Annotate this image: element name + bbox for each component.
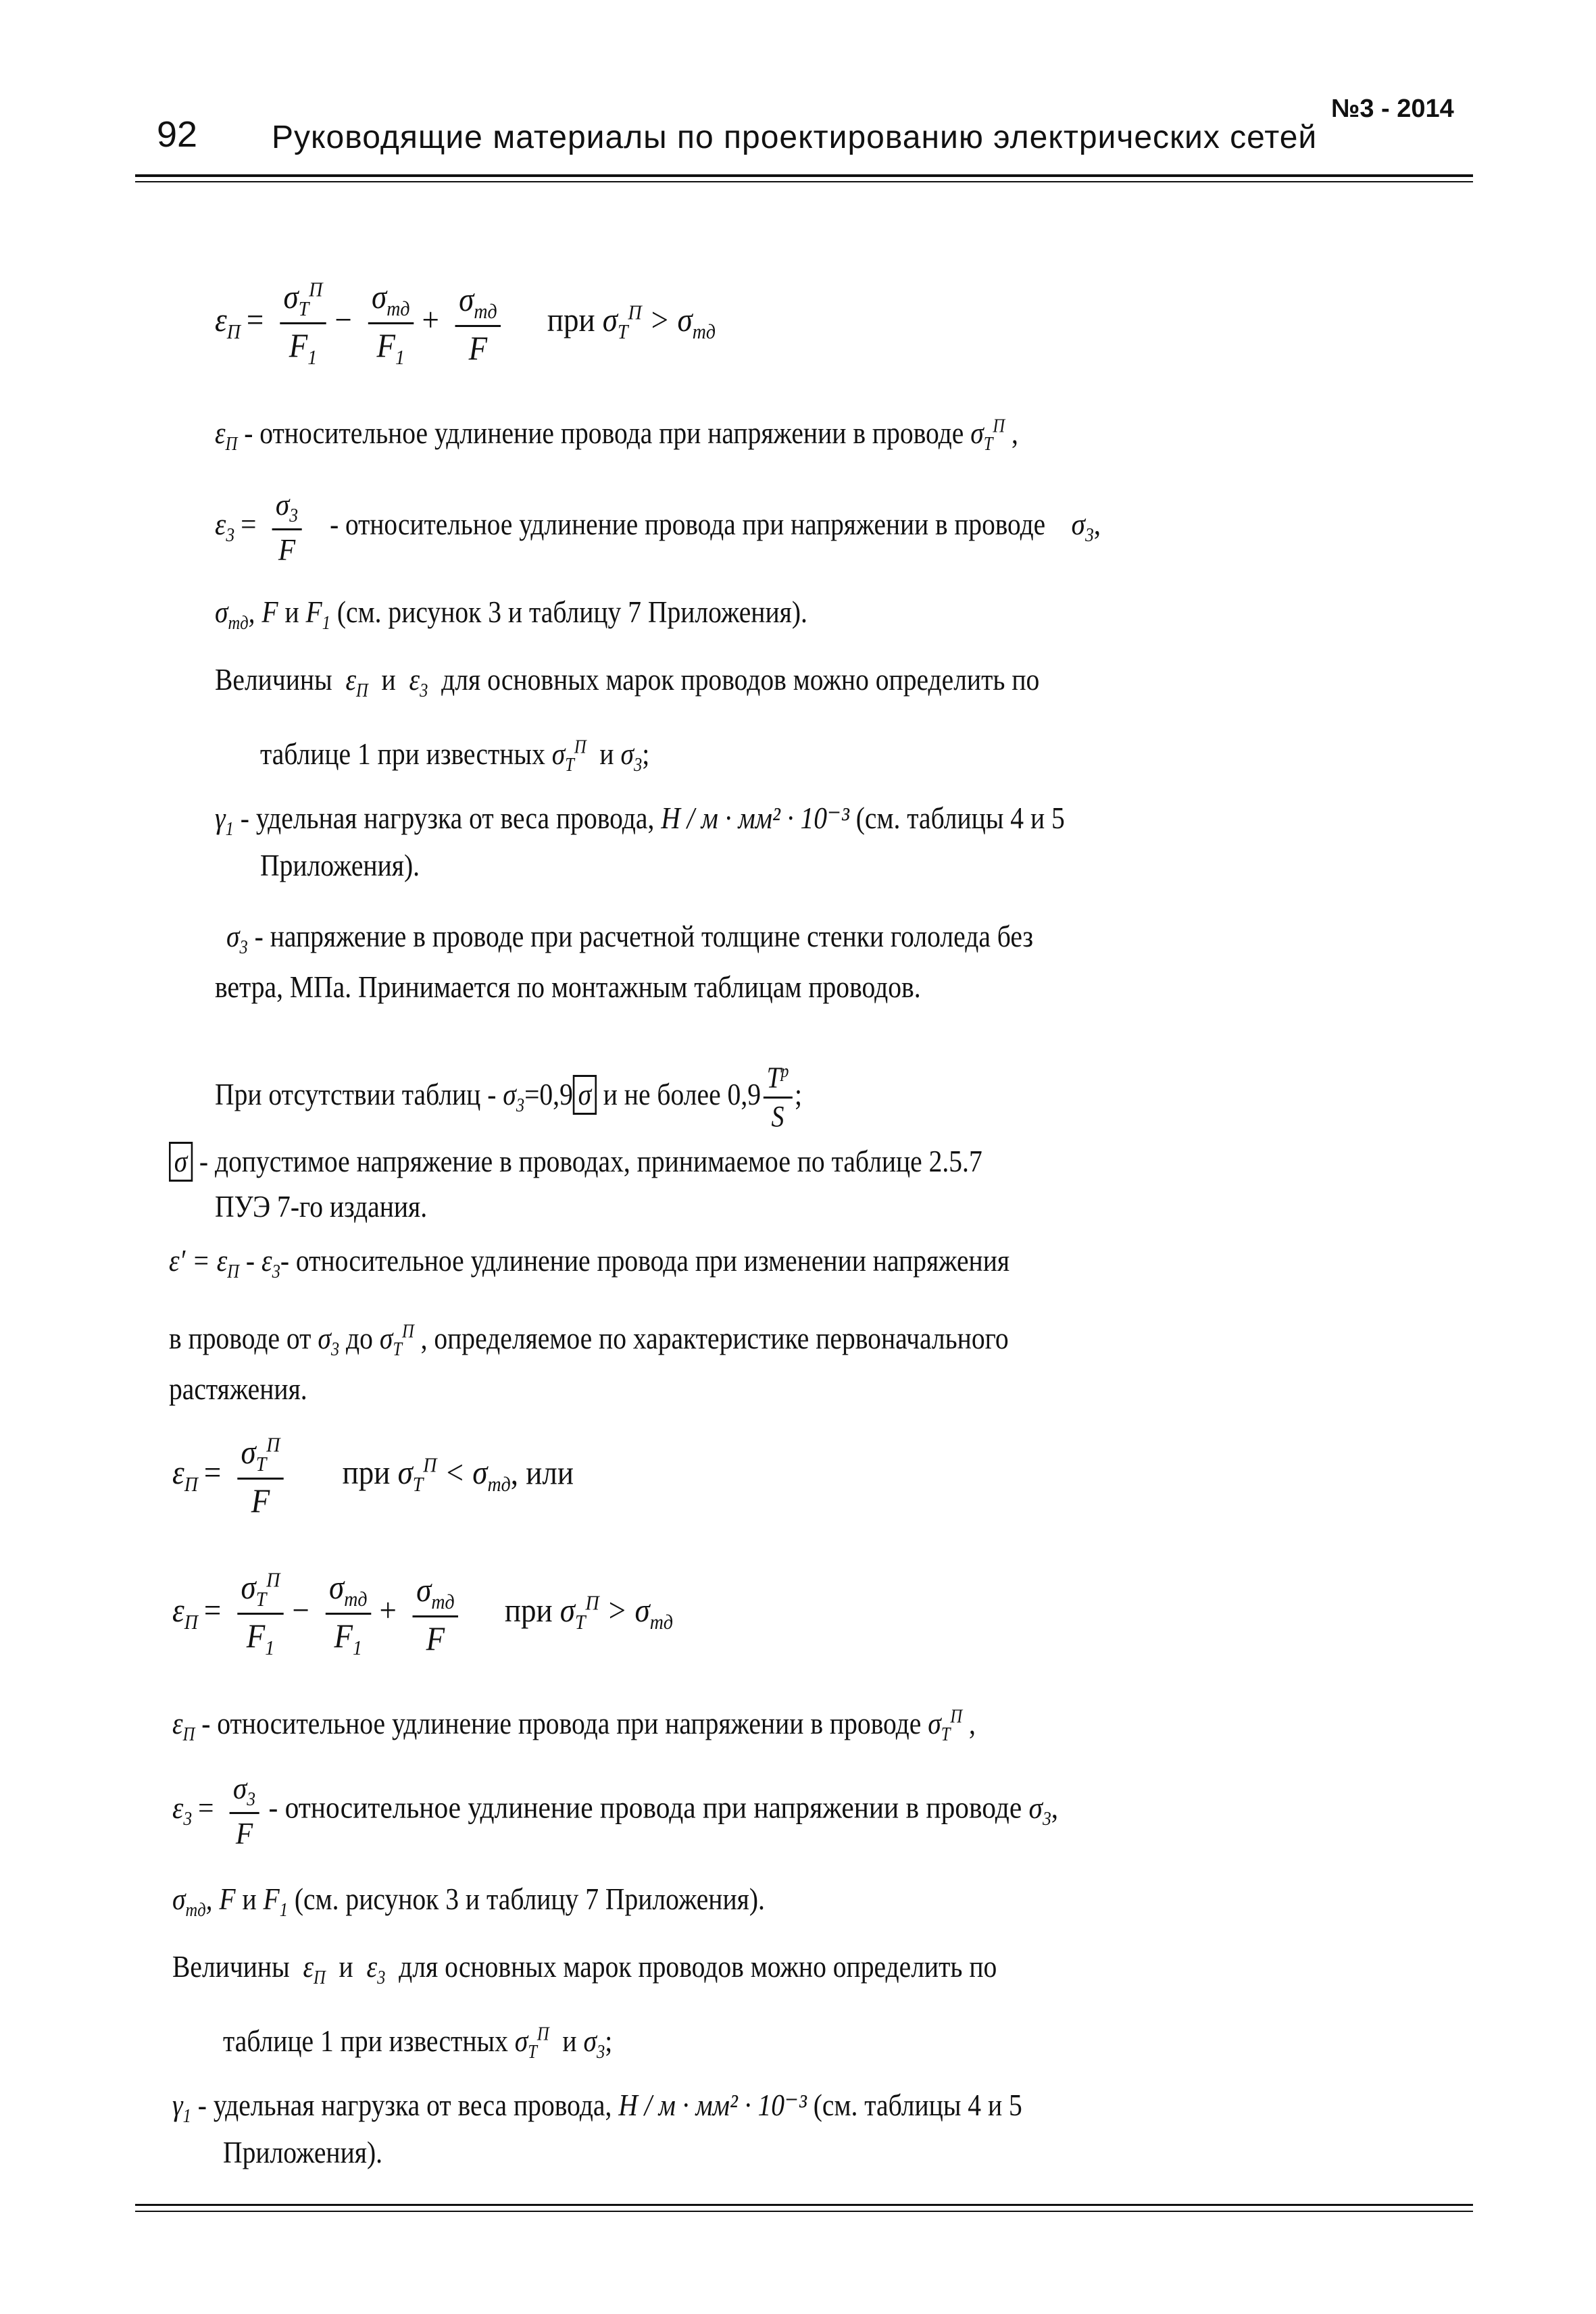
text-values-line1: Величины $\varepsilon_П$ и $\varepsilon_3$ для основных марок проводов можно определить по: [215, 662, 1040, 702]
text-values-line2: таблице 1 при известных $\sigma_T^П$ и $\sigma_3$;: [260, 736, 650, 776]
text-eps-p-definition: $\varepsilon_П$ - относительное удлинение провода при напряжении в проводе $\sigma_T^П$ ,: [215, 416, 1018, 455]
text-eps-prime-line1: $\varepsilon' = \varepsilon_П - \varepsilon_3-$ относительное удлинение провода при изменении напряжения: [169, 1243, 1010, 1283]
page-number: 92: [157, 114, 198, 155]
footer-rule-top: [135, 2204, 1473, 2206]
text-values-line1-2: Величины $\varepsilon_П$ и $\varepsilon_3$ для основных марок проводов можно определить по: [172, 1949, 997, 1989]
text-eps-prime-line3: растяжения.: [169, 1372, 307, 1406]
equation-eps-p-simple: $\varepsilon_П$ = $\frac{\sigma_T^П}{F}$ при $\sigma_T^П < \sigma_{тд}$, или: [172, 1432, 574, 1519]
equation-eps-p-2: $\varepsilon_П$ = $\frac{\sigma_T^П}{F_1}$ − $\frac{\sigma_{тд}}{F_1}$ + $\frac{\sigma_{тд}}{F}$ при $\sigma_T^П > \sigma_{тд}$: [172, 1567, 673, 1659]
running-title: Руководящие материалы по проектированию электрических сетей: [272, 120, 1318, 155]
header-rule-top: [135, 174, 1473, 177]
header-rule-bottom: [135, 181, 1473, 182]
text-sigma3-line3: При отсутствии таблиц - $\sigma_3=0,9$ σ и не более 0,9 $\frac{T^р}{S}$ ;: [215, 1061, 802, 1134]
text-values-line2-2: таблице 1 при известных $\sigma_T^П$ и $\sigma_3$;: [223, 2023, 613, 2063]
eq-condition-word: при: [547, 300, 595, 338]
equation-eps-p-1: $\varepsilon_П$ = $\frac{\sigma_T^П}{F_1}$ − $\frac{\sigma_{тд}}{F_1}$ + $\frac{\sigma_{тд}}{F}$ при $\sigma_T^П > \sigma_{тд}$: [215, 277, 716, 369]
equation-eps-3-1: $\varepsilon_3$ = $\frac{\sigma_3}{F}$ - относительное удлинение провода при напряжении в проводе $\sigma_3$,: [215, 487, 1101, 568]
text-eps-p-definition-2: $\varepsilon_П$ - относительное удлинение провода при напряжении в проводе $\sigma_T^П$ ,: [172, 1706, 976, 1746]
text-sigma3-line1: $\sigma_3$ - напряжение в проводе при расчетной толщине стенки гололеда без: [226, 919, 1034, 959]
text-eps-prime-line2: в проводе от $\sigma_3$ до $\sigma_T^П$ , определяемое по характеристике первоначального: [169, 1321, 1009, 1361]
text-params-reference-2: $\sigma_{тд}$, F и $F_1$ (см. рисунок 3 и таблицу 7 Приложения).: [172, 1882, 765, 1921]
text-gamma-ref-cont: Приложения).: [260, 848, 420, 882]
text-params-reference: $\sigma_{тд}$, F и $F_1$ (см. рисунок 3 и таблицу 7 Приложения).: [215, 595, 807, 634]
text-gamma-ref-cont-2: Приложения).: [223, 2135, 383, 2169]
text-allowable-line2: ПУЭ 7-го издания.: [215, 1189, 428, 1224]
text-gamma-definition: $\gamma_1$ - удельная нагрузка от веса провода, Н / м · мм² · 10⁻³ (см. таблицы 4 и 5: [215, 801, 1065, 840]
equation-eps-3-2: $\varepsilon_3$ = $\frac{\sigma_3}{F}$ - относительное удлинение провода при напряжении в проводе $\sigma_3$,: [172, 1771, 1059, 1851]
text-allowable-line1: σ - допустимое напряжение в проводах, принимаемое по таблице 2.5.7: [169, 1142, 982, 1182]
footer-rule-bottom: [135, 2211, 1473, 2212]
text-sigma3-line2: ветра, МПа. Принимается по монтажным таблицам проводов.: [215, 970, 921, 1004]
issue-label: №3 - 2014: [1331, 95, 1454, 123]
text-gamma-definition-2: $\gamma_1$ - удельная нагрузка от веса провода, Н / м · мм² · 10⁻³ (см. таблицы 4 и 5: [172, 2088, 1022, 2128]
